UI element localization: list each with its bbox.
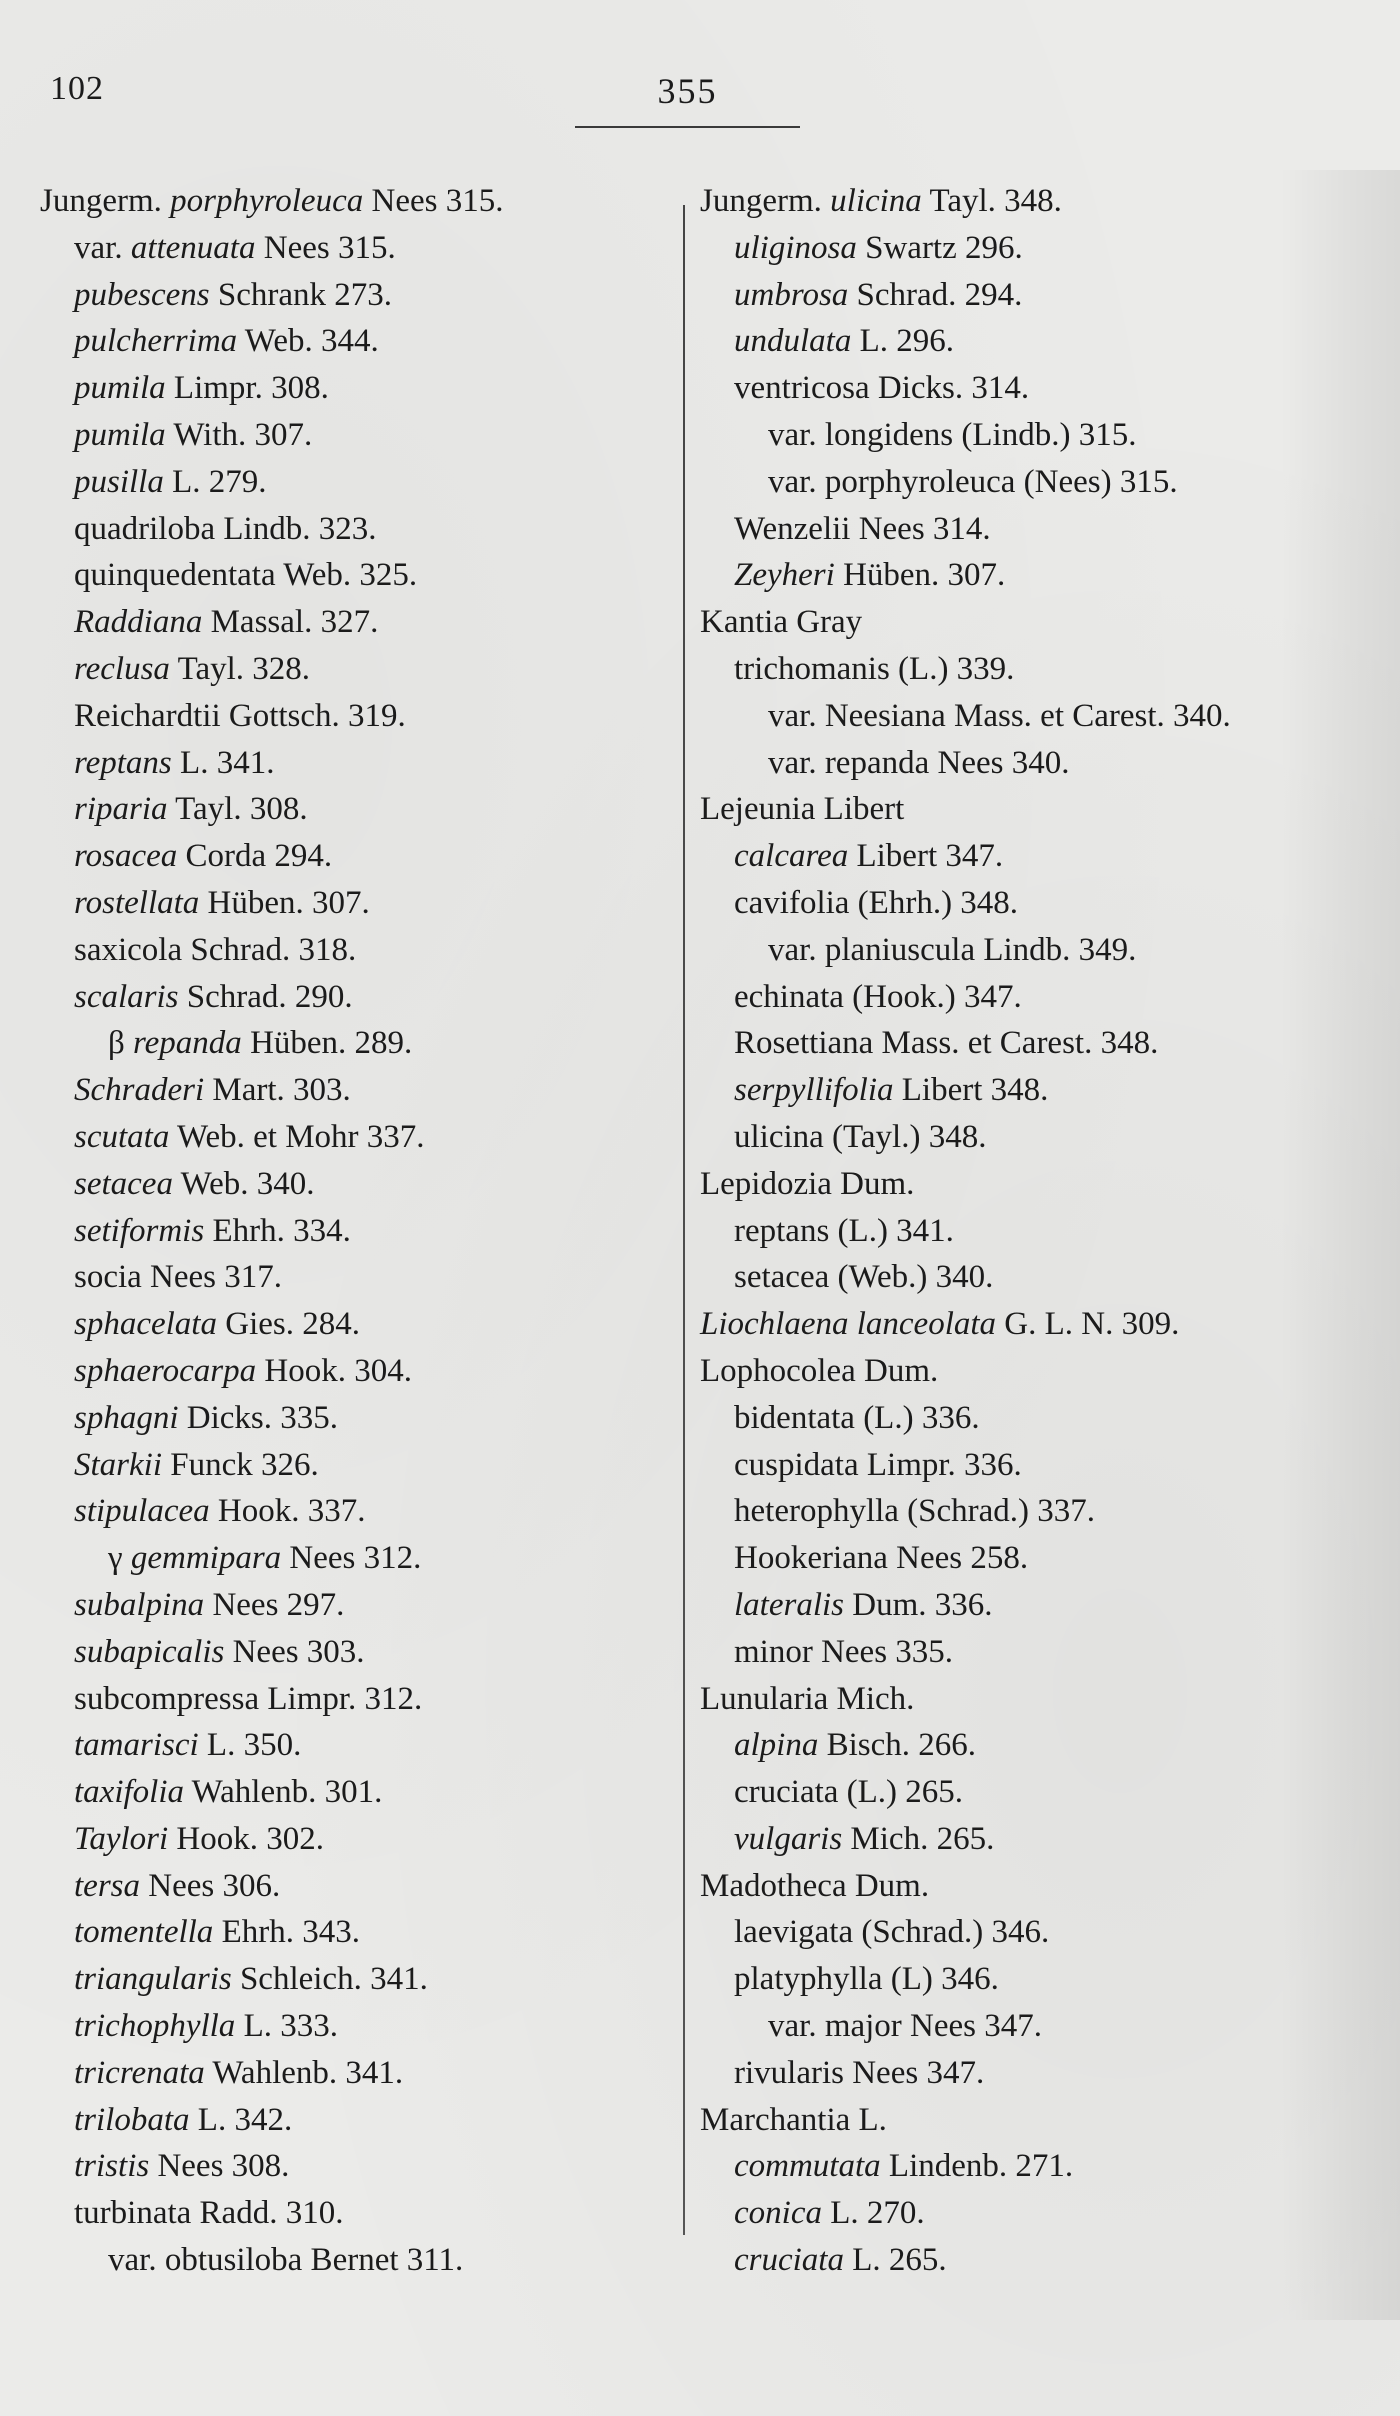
index-entry — [700, 412, 1350, 459]
index-entry — [700, 1488, 1350, 1535]
index-entry — [40, 2143, 660, 2190]
species-name: rostellata — [74, 884, 200, 921]
authority-and-page: With. 307. — [165, 416, 313, 453]
index-entry — [40, 1161, 660, 1208]
authority-and-page: Hüben. 289. — [241, 1025, 413, 1062]
authority-and-page: G. L. N. 309. — [996, 1306, 1180, 1343]
authority-and-page: Hook. 304. — [256, 1352, 412, 1389]
species-name: alpina — [734, 1727, 819, 1764]
authority-and-page: Nees 303. — [224, 1633, 365, 1670]
species-name: subalpina — [74, 1586, 205, 1623]
index-entry — [40, 1348, 660, 1395]
species-name: riparia — [74, 791, 168, 828]
authority-and-page: setacea (Web.) 340. — [734, 1259, 994, 1296]
authority-and-page: Reichardtii Gottsch. 319. — [74, 697, 406, 734]
authority-and-page: Swartz 296. — [856, 229, 1023, 266]
index-entry — [40, 1442, 660, 1489]
authority-and-page: Lejeunia Libert — [700, 791, 905, 828]
species-name: triangularis — [74, 1961, 232, 1998]
authority-and-page: Hüben. 307. — [199, 884, 370, 921]
authority-and-page: quadriloba Lindb. 323. — [74, 510, 377, 547]
species-name: repanda — [133, 1025, 242, 1062]
index-entry — [700, 552, 1350, 599]
authority-and-page: trichomanis (L.) 339. — [734, 650, 1015, 687]
species-name: serpyllifolia — [734, 1072, 894, 1109]
species-name: trichophylla — [74, 2008, 236, 2045]
index-entry — [40, 1067, 660, 1114]
authority-and-page: Mart. 303. — [204, 1072, 351, 1109]
authority-and-page: Libert 347. — [848, 838, 1004, 875]
entry-prefix: Jungerm. — [700, 183, 831, 219]
index-entry — [40, 1582, 660, 1629]
entry-prefix: Jungerm. — [40, 183, 171, 219]
authority-and-page: Wahlenb. 301. — [184, 1774, 383, 1811]
authority-and-page: Ehrh. 334. — [204, 1212, 351, 1249]
index-entry — [700, 2237, 1350, 2284]
species-name: scalaris — [74, 978, 179, 1015]
index-entry — [40, 225, 660, 272]
authority-and-page: Rosettiana Mass. et Carest. 348. — [734, 1025, 1159, 1062]
species-name: Starkii — [74, 1446, 162, 1483]
authority-and-page: platyphylla (L) 346. — [734, 1961, 999, 1998]
index-entry — [700, 927, 1350, 974]
species-name: reptans — [74, 744, 172, 781]
species-name: tomentella — [74, 1914, 214, 1951]
index-entry — [700, 1629, 1350, 1676]
index-entry — [700, 1863, 1350, 1910]
index-entry — [40, 599, 660, 646]
index-entry — [700, 646, 1350, 693]
authority-and-page: Kantia Gray — [700, 604, 863, 641]
index-entry — [700, 1956, 1350, 2003]
index-entry — [700, 2097, 1350, 2144]
index-entry — [40, 2190, 660, 2237]
index-entry — [700, 1161, 1350, 1208]
authority-and-page: Lophocolea Dum. — [700, 1352, 939, 1389]
authority-and-page: cuspidata Limpr. 336. — [734, 1446, 1022, 1483]
entry-prefix: var. — [74, 229, 131, 266]
authority-and-page: Nees 315. — [255, 229, 396, 266]
index-entry — [700, 1442, 1350, 1489]
index-entry — [700, 1582, 1350, 1629]
authority-and-page: Web. 344. — [237, 323, 379, 360]
authority-and-page: Dum. 336. — [844, 1586, 993, 1623]
index-entry — [40, 318, 660, 365]
species-name: lateralis — [734, 1586, 845, 1623]
species-name: setacea — [74, 1165, 173, 1202]
authority-and-page: L. 333. — [235, 2008, 338, 2045]
species-name: pumila — [74, 370, 166, 407]
index-entry — [40, 1863, 660, 1910]
index-entry — [700, 880, 1350, 927]
index-entry — [700, 1208, 1350, 1255]
authority-and-page: Ehrh. 343. — [213, 1914, 360, 1951]
authority-and-page: Web. et Mohr 337. — [169, 1118, 425, 1155]
authority-and-page: Tayl. 308. — [167, 791, 308, 828]
authority-and-page: Schleich. 341. — [231, 1961, 428, 1998]
species-name: ulicina — [830, 183, 922, 219]
species-name: attenuata — [130, 229, 256, 266]
authority-and-page: Schrank 273. — [209, 276, 393, 313]
index-entry — [40, 365, 660, 412]
index-entry — [700, 2143, 1350, 2190]
authority-and-page: Bisch. 266. — [818, 1727, 977, 1764]
header-rule — [575, 126, 800, 128]
authority-and-page: Wenzelii Nees 314. — [734, 510, 991, 547]
authority-and-page: Nees 297. — [204, 1586, 345, 1623]
authority-and-page: Lepidozia Dum. — [700, 1165, 915, 1202]
authority-and-page: Gies. 284. — [216, 1306, 360, 1343]
authority-and-page: Dicks. 335. — [178, 1399, 339, 1436]
authority-and-page: Hüben. 307. — [834, 557, 1006, 594]
species-name: Taylori — [74, 1820, 169, 1857]
species-name: pubescens — [74, 276, 210, 313]
authority-and-page: L. 265. — [843, 2242, 947, 2279]
index-entry — [700, 178, 1350, 225]
species-name: setiformis — [74, 1212, 205, 1249]
authority-and-page: Schrad. 290. — [178, 978, 353, 1015]
species-name: undulata — [734, 323, 852, 360]
species-name: uliginosa — [734, 229, 857, 266]
index-entry — [40, 693, 660, 740]
species-name: tristis — [74, 2148, 150, 2185]
species-name: gemmipara — [130, 1540, 282, 1577]
entry-prefix: β — [108, 1025, 134, 1062]
authority-and-page: L. 270. — [821, 2195, 925, 2232]
index-entry — [700, 272, 1350, 319]
authority-and-page: heterophylla (Schrad.) 337. — [734, 1493, 1096, 1530]
authority-and-page: Corda 294. — [177, 838, 333, 875]
index-entry — [700, 1020, 1350, 1067]
authority-and-page: var. porphyroleuca (Nees) 315. — [768, 463, 1178, 500]
authority-and-page: L. 296. — [851, 323, 955, 360]
index-entry — [700, 1676, 1350, 1723]
entry-prefix: γ — [108, 1540, 131, 1577]
authority-and-page: L. 279. — [163, 463, 267, 500]
index-entry — [40, 833, 660, 880]
index-entry — [700, 786, 1350, 833]
index-entry — [700, 1348, 1350, 1395]
species-name: Zeyheri — [734, 557, 835, 594]
index-entry — [40, 927, 660, 974]
species-name: umbrosa — [734, 276, 849, 313]
authority-and-page: cavifolia (Ehrh.) 348. — [734, 884, 1019, 921]
species-name: calcarea — [734, 838, 849, 875]
index-entry — [700, 459, 1350, 506]
index-entry — [700, 1114, 1350, 1161]
authority-and-page: Nees 306. — [140, 1867, 281, 1904]
index-entry — [40, 1676, 660, 1723]
authority-and-page: Hookeriana Nees 258. — [734, 1540, 1029, 1577]
species-name: cruciata — [734, 2242, 844, 2279]
authority-and-page: Nees 308. — [149, 2148, 290, 2185]
authority-and-page: Wahlenb. 341. — [204, 2054, 404, 2091]
authority-and-page: socia Nees 317. — [74, 1259, 283, 1296]
index-entry — [40, 880, 660, 927]
index-entry — [40, 2097, 660, 2144]
species-name: conica — [734, 2195, 822, 2232]
authority-and-page: L. 350. — [198, 1727, 302, 1764]
species-name: trilobata — [74, 2101, 190, 2138]
authority-and-page: var. Neesiana Mass. et Carest. 340. — [768, 697, 1231, 734]
species-name: tersa — [74, 1867, 140, 1904]
index-entry — [40, 1629, 660, 1676]
index-entry — [40, 1956, 660, 2003]
species-name: stipulacea — [74, 1493, 210, 1530]
index-entry — [40, 1301, 660, 1348]
species-name: reclusa — [74, 650, 170, 687]
authority-and-page: var. obtusiloba Bernet 311. — [108, 2242, 464, 2279]
index-entry — [700, 1254, 1350, 1301]
species-name: Raddiana — [74, 604, 203, 641]
authority-and-page: Funck 326. — [162, 1446, 319, 1483]
authority-and-page: bidentata (L.) 336. — [734, 1399, 980, 1436]
authority-and-page: var. planiuscula Lindb. 349. — [768, 931, 1137, 968]
index-entry — [700, 1535, 1350, 1582]
authority-and-page: var. longidens (Lindb.) 315. — [768, 416, 1137, 453]
index-entry — [700, 225, 1350, 272]
authority-and-page: minor Nees 335. — [734, 1633, 954, 1670]
species-name: tricrenata — [74, 2054, 205, 2091]
index-entry — [700, 740, 1350, 787]
species-name: pumila — [74, 416, 166, 453]
index-entry — [40, 272, 660, 319]
index-entry — [700, 693, 1350, 740]
index-entry — [40, 974, 660, 1021]
authority-and-page: var. repanda Nees 340. — [768, 744, 1070, 781]
authority-and-page: Hook. 302. — [168, 1820, 324, 1857]
index-entry — [40, 178, 660, 225]
authority-and-page: quinquedentata Web. 325. — [74, 557, 418, 594]
index-entry — [40, 740, 660, 787]
index-entry — [700, 599, 1350, 646]
authority-and-page: Web. 340. — [172, 1165, 315, 1202]
index-entry — [700, 365, 1350, 412]
species-name: vulgaris — [734, 1820, 843, 1857]
authority-and-page: echinata (Hook.) 347. — [734, 978, 1022, 1015]
authority-and-page: L. 342. — [189, 2101, 293, 2138]
index-entry — [700, 974, 1350, 1021]
index-entry — [700, 1909, 1350, 1956]
authority-and-page: rivularis Nees 347. — [734, 2054, 985, 2091]
index-entry — [40, 2050, 660, 2097]
species-name: sphaerocarpa — [74, 1352, 257, 1389]
index-entry — [40, 1020, 660, 1067]
index-entry — [700, 318, 1350, 365]
species-name: Schraderi — [74, 1072, 205, 1109]
authority-and-page: Madotheca Dum. — [700, 1867, 930, 1904]
index-entry — [40, 2237, 660, 2284]
index-entry — [40, 786, 660, 833]
authority-and-page: Mich. 265. — [842, 1820, 995, 1857]
authority-and-page: Nees 315. — [363, 183, 504, 219]
index-entry — [700, 1816, 1350, 1863]
species-name: subapicalis — [74, 1633, 225, 1670]
index-entry — [40, 506, 660, 553]
running-header: 355 — [657, 71, 718, 111]
authority-and-page: Tayl. 328. — [169, 650, 311, 687]
authority-and-page: var. major Nees 347. — [768, 2008, 1043, 2045]
index-entry — [40, 1769, 660, 1816]
authority-and-page: Hook. 337. — [209, 1493, 366, 1530]
index-entry — [700, 1395, 1350, 1442]
index-entry — [40, 1114, 660, 1161]
species-name: sphagni — [74, 1399, 179, 1436]
index-entry — [40, 1208, 660, 1255]
species-name: pusilla — [74, 463, 164, 500]
authority-and-page: saxicola Schrad. 318. — [74, 931, 357, 968]
index-entry — [40, 1722, 660, 1769]
authority-and-page: Lindenb. 271. — [880, 2148, 1074, 2185]
species-name: commutata — [734, 2148, 881, 2185]
index-entry — [40, 1816, 660, 1863]
index-entry — [700, 1769, 1350, 1816]
authority-and-page: Limpr. 308. — [165, 370, 329, 407]
authority-and-page: ventricosa Dicks. 314. — [734, 370, 1030, 407]
authority-and-page: Libert 348. — [893, 1072, 1049, 1109]
index-entry — [700, 1301, 1350, 1348]
index-entry — [40, 1909, 660, 1956]
index-entry — [700, 2050, 1350, 2097]
authority-and-page: Tayl. 348. — [921, 183, 1062, 219]
index-entry — [40, 1488, 660, 1535]
authority-and-page: Massal. 327. — [202, 604, 379, 641]
index-column-right — [700, 178, 1350, 2284]
species-name: taxifolia — [74, 1774, 184, 1811]
species-name: sphacelata — [74, 1306, 217, 1343]
index-column-left — [40, 178, 660, 2284]
authority-and-page: subcompressa Limpr. 312. — [74, 1680, 423, 1717]
authority-and-page: laevigata (Schrad.) 346. — [734, 1914, 1050, 1951]
index-entry — [40, 412, 660, 459]
index-entry — [700, 1722, 1350, 1769]
authority-and-page: Schrad. 294. — [848, 276, 1023, 313]
authority-and-page: cruciata (L.) 265. — [734, 1774, 964, 1811]
authority-and-page: turbinata Radd. 310. — [74, 2195, 344, 2232]
index-entry — [40, 459, 660, 506]
species-name: tamarisci — [74, 1727, 199, 1764]
authority-and-page: ulicina (Tayl.) 348. — [734, 1118, 987, 1155]
authority-and-page: reptans (L.) 341. — [734, 1212, 954, 1249]
index-entry — [40, 2003, 660, 2050]
index-entry — [40, 646, 660, 693]
authority-and-page: L. 341. — [171, 744, 275, 781]
index-entry — [40, 1395, 660, 1442]
species-name: Liochlaena lanceolata — [700, 1306, 997, 1343]
index-entry — [700, 2190, 1350, 2237]
page-number: 102 — [50, 70, 104, 107]
authority-and-page: Nees 312. — [281, 1540, 422, 1577]
species-name: pulcherrima — [74, 323, 238, 360]
species-name: rosacea — [74, 838, 178, 875]
index-entry — [40, 1254, 660, 1301]
index-entry — [700, 833, 1350, 880]
species-name: scutata — [74, 1118, 170, 1155]
index-entry — [700, 506, 1350, 553]
species-name: porphyroleuca — [170, 183, 364, 219]
index-entry — [40, 552, 660, 599]
index-entry — [40, 1535, 660, 1582]
index-entry — [700, 1067, 1350, 1114]
authority-and-page: Lunularia Mich. — [700, 1680, 915, 1717]
index-entry — [700, 2003, 1350, 2050]
authority-and-page: Marchantia L. — [700, 2101, 887, 2138]
column-divider — [683, 205, 685, 2235]
